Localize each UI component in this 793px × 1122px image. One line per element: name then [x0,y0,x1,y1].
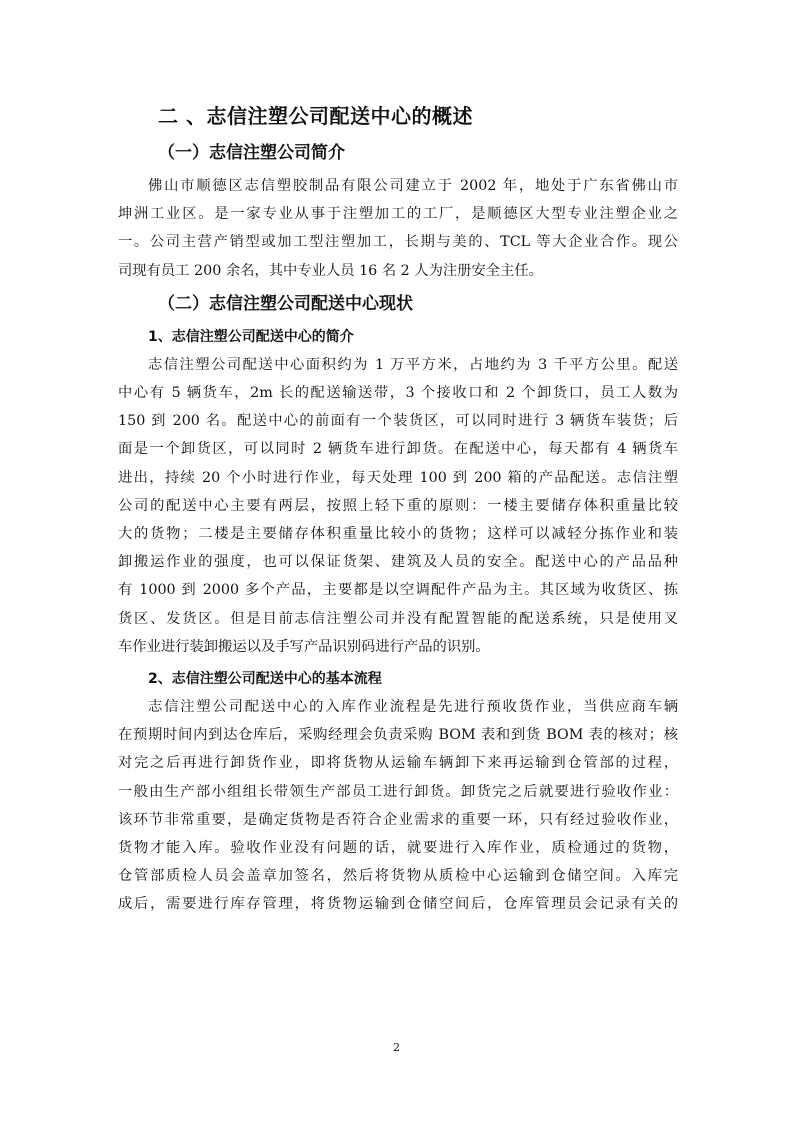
text-line: 在预期时间内到达仓库后，采购经理会负责采购 BOM 表和到货 BOM 表的核对；核 [118,727,678,744]
item-heading-distribution-intro: 1、志信注塑公司配送中心的简介 [148,328,354,345]
section-heading-distribution-status: （二）志信注塑公司配送中心现状 [158,293,413,314]
paragraph-distribution-intro [118,351,678,661]
text-line: 有 1000 到 2000 多个产品，主要都是以空调配件产品为主。其区域为收货区、拣 [118,582,678,599]
text-line: 卸搬运作业的强度，也可以保证货架、建筑及人员的安全。配送中心的产品品种 [118,554,678,571]
text-line: 成后，需要进行库存管理，将货物运输到仓储空间后，仓库管理员会记录有关的 [118,896,678,913]
text-line: 仓管部质检人员会盖章加签名，然后将货物从质检中心运输到仓储空间。入库完 [118,868,678,885]
text-line: 佛山市顺德区志信塑胶制品有限公司建立于 2002 年，地处于广东省佛山市 [148,178,678,194]
text-line: 货物才能入库。验收作业没有问题的话，就要进行入库作业，质检通过的货物， [118,840,678,857]
text-line: 面是一个卸货区，可以同时 2 辆货车进行卸货。在配送中心，每天都有 4 辆货车 [118,441,678,458]
item-heading-basic-process: 2、志信注塑公司配送中心的基本流程 [148,671,382,688]
document-content [118,98,678,923]
text-line: 公司的配送中心主要有两层，按照上轻下重的原则：一楼主要储存体积重量比较 [118,497,678,514]
text-line: 该环节非常重要，是确定货物是否符合企业需求的重要一环，只有经过验收作业， [118,811,678,828]
text-line: 一。公司主营产销型或加工型注塑加工，长期与美的、TCL 等大企业合作。现公 [118,234,678,251]
text-line: 大的货物；二楼是主要储存体积重量比较小的货物；这样可以减轻分拣作业和装 [118,526,678,543]
text-line: 150 到 200 名。配送中心的前面有一个装货区，可以同时进行 3 辆货车装货；后 [118,413,678,430]
text-line: 志信注塑公司配送中心的入库作业流程是先进行预收货作业，当供应商车辆 [148,699,678,716]
text-line: 志信注塑公司配送中心面积约为 1 万平方米，占地约为 3 千平方公里。配送 [148,356,678,373]
text-line: 货区、发货区。但是目前志信注塑公司并没有配置智能的配送系统，只是使用叉 [118,610,678,627]
text-line: 进出，持续 20 个小时进行作业，每天处理 100 到 200 箱的产品配送。志信注塑 [118,469,678,486]
text-line: 坤洲工业区。是一家专业从事于注塑加工的工厂，是顺德区大型专业注塑企业之 [118,206,678,223]
paragraph-company-intro [118,172,678,285]
text-line: 一般由生产部小组组长带领生产部员工进行卸货。卸货完之后就要进行验收作业： [118,783,678,800]
text-line: 司现有员工 200 余名，其中专业人员 16 名 2 人为注册安全主任。 [118,262,543,279]
section-heading-company-intro: （一）志信注塑公司简介 [158,143,345,163]
chapter-heading: 二 、志信注塑公司配送中心的概述 [158,104,473,128]
text-line: 对完之后再进行卸货作业，即将货物从运输车辆卸下来再运输到仓管部的过程， [118,755,678,772]
page-number: 2 [393,1041,400,1054]
text-line: 车作业进行装卸搬运以及手写产品识别码进行产品的识别。 [118,638,490,655]
text-line: 中心有 5 辆货车，2m 长的配送输送带，3 个接收口和 2 个卸货口，员工人数为 [118,385,678,402]
paragraph-basic-process [118,693,678,919]
